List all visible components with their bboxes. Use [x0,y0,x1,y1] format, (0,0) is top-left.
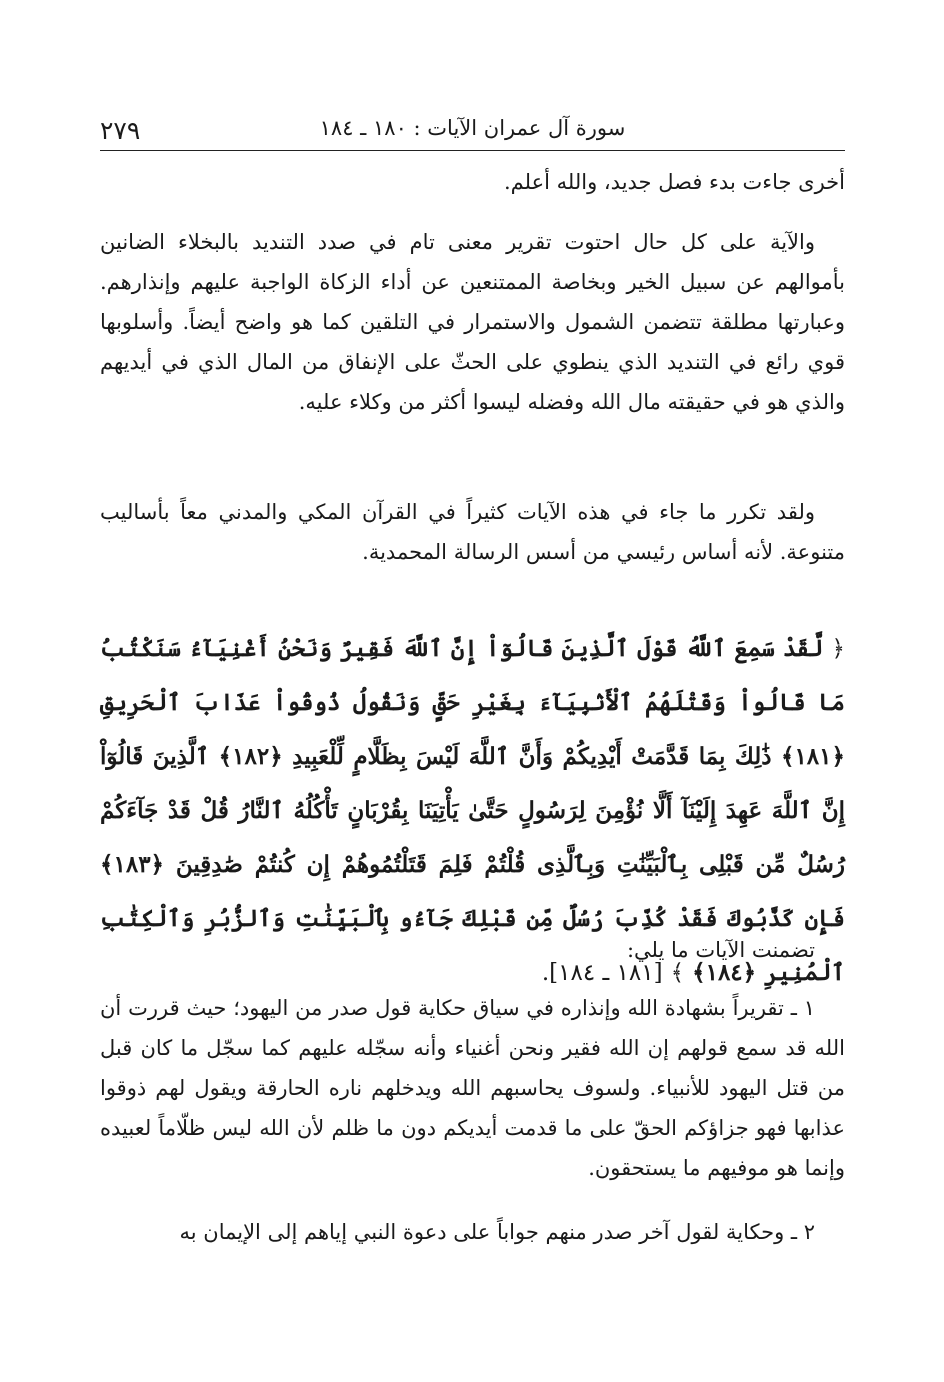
list-item-2 [100,1212,845,1252]
list-item-text: ٢ ـ وحكاية لقول آخر صدر منهم جواباً على دعوة النبي إياهم إلى الإيمان به [179,1220,815,1244]
intro-text: تضمنت الآيات ما يلي: [626,938,815,962]
header-divider [100,150,845,151]
page-header [100,112,845,152]
quran-verses-text: لَّقَدْ سَمِعَ ٱللَّهُ قَوْلَ ٱلَّذِينَ قَالُوٓاْ إِنَّ ٱللَّهَ فَقِيرٌ وَنَحْنُ أَغْنِيَآءُ سَنَكْتُبُ مَا قَالُواْ وَقَتْلَهُمُ ٱلْأَنۢبِيَآءَ بِغَيْرِ حَقٍّ وَنَقُولُ ذُوقُواْ عَذَابَ ٱلْحَرِيقِ ﴿١٨١﴾ ذَٰلِكَ بِمَا قَدَّمَتْ أَيْدِيكُمْ وَأَنَّ ٱللَّهَ لَيْسَ بِظَلَّامٍ لِّلْعَبِيدِ ﴿١٨٢﴾ ٱلَّذِينَ قَالُوٓاْ إِنَّ ٱللَّهَ عَهِدَ إِلَيْنَآ أَلَّا نُؤْمِنَ لِرَسُولٍ حَتَّىٰ يَأْتِيَنَا بِقُرْبَانٍ تَأْكُلُهُ ٱلنَّارُ قُلْ قَدْ جَآءَكُمْ رُسُلٌ مِّن قَبْلِى بِٱلْبَيِّنَٰتِ وَبِٱلَّذِى قُلْتُمْ فَلِمَ قَتَلْتُمُوهُمْ إِن كُنتُمْ صَٰدِقِينَ ﴿١٨٣﴾ فَإِن كَذَّبُوكَ فَقَدْ كُذِّبَ رُسُلٌ مِّن قَبْلِكَ جَآءُو بِٱلْبَيِّنَٰتِ وَٱلزُّبُرِ وَٱلْكِتَٰبِ ٱلْمُنِيرِ ﴿١٨٤﴾ [100,635,845,986]
paragraph-zakat [100,222,845,422]
paragraph-repetition [100,492,845,572]
page-number: ٢٧٩ [100,116,141,145]
paragraph-text: ولقد تكرر ما جاء في هذه الآيات كثيراً في القرآن المكي والمدني معاً بأساليب متنوعة. لأنه أساس رئيسي من أسس الرسالة المحمدية. [100,500,845,564]
ornate-close-bracket: ﴾ [670,960,685,986]
list-item-text: ١ ـ تقريراً بشهادة الله وإنذاره في سياق حكاية قول صدر من اليهود؛ حيث قررت أن الله قد سمع قولهم إن الله فقير ونحن أغنياء وأنه سجّله عليهم كما سجّل ما كان قبل من قتل اليهود للأنبياء. ولسوف يحاسبهم الله ويدخلهم ناره الحارقة ويقول لهم ذوقوا عذابها فهو جزاؤكم الحقّ على ما قدمت أيديكم دون ما ظلم لأن الله ليس ظلّاماً لعبيده وإنما هو موفيهم ما يستحقون. [100,996,845,1180]
verse-reference: [١٨١ ـ ١٨٤]. [541,960,663,986]
paragraph-text: أخرى جاءت بدء فصل جديد، والله أعلم. [503,170,845,194]
contents-intro [100,930,845,970]
paragraph-continuation [100,162,845,202]
running-title: سورة آل عمران الآيات : ١٨٠ ـ ١٨٤ [319,116,626,140]
paragraph-text: والآية على كل حال احتوت تقرير معنى تام في صدد التنديد بالبخلاء الضانين بأموالهم عن سبيل الخير وبخاصة الممتنعين عن أداء الزكاة الواجبة عليهم وإنذارهم. وعبارتها مطلقة تتضمن الشمول والاستمرار في التلقين كما هو واضح أيضاً. وأسلوبها قوي رائع في التنديد الذي ينطوي على الحثّ على الإنفاق من المال الذي في أيديهم والذي هو في حقيقته مال الله وفضله ليسوا أكثر من وكلاء عليه. [100,230,845,414]
ornate-open-bracket: ﴿ [831,636,845,662]
list-item-1 [100,988,845,1188]
